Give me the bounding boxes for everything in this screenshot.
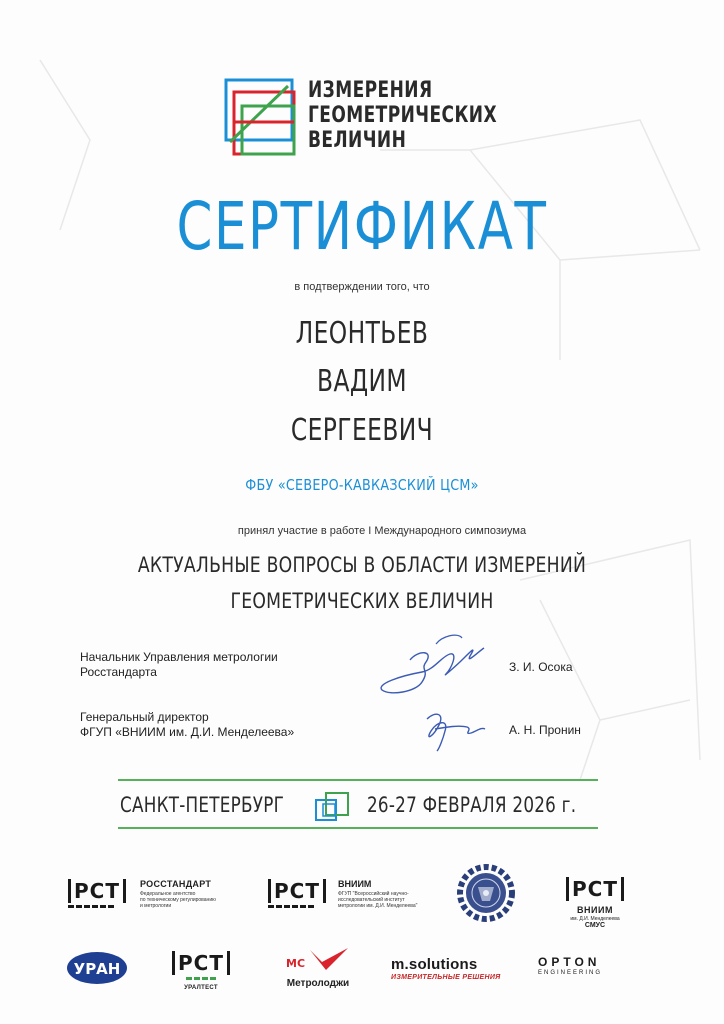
signature-1 xyxy=(372,626,492,706)
event-logo-line1: ИЗМЕРЕНИЯ xyxy=(308,78,433,103)
smus-subtitle: им. Д.И. Менделеева xyxy=(570,916,620,922)
confirm-text: в подтверждении того, что xyxy=(294,281,430,293)
rst-stripes xyxy=(170,977,232,980)
rst-mark: РСТ xyxy=(172,951,230,975)
event-logo-text xyxy=(308,78,497,153)
recipient-first-name: ВАДИМ xyxy=(317,364,407,399)
rst-mark: РСТ xyxy=(268,879,326,903)
rosstandart-title: РОССТАНДАРТ xyxy=(140,879,212,889)
svg-text:МС: МС xyxy=(286,957,306,970)
event-logo-line3: ВЕЛИЧИН xyxy=(308,128,407,153)
smus-title: ВНИИМ xyxy=(577,905,613,915)
partner-msolutions-logo xyxy=(391,956,501,981)
metrology-name: Метролоджи xyxy=(286,978,350,989)
signatory-2-role-line1: Генеральный директор xyxy=(80,710,209,724)
metrology-mark-icon xyxy=(282,946,354,972)
rst-stripes xyxy=(268,905,326,908)
recipient-last-name: ЛЕОНТЬЕВ xyxy=(295,316,429,351)
partner-vniim-smus-logo xyxy=(564,877,626,929)
smus-unit: СМУС xyxy=(584,922,606,929)
symposium-topic-line1: АКТУАЛЬНЫЕ ВОПРОСЫ В ОБЛАСТИ ИЗМЕРЕНИЙ xyxy=(137,553,587,577)
recipient-organization: ФБУ «СЕВЕРО-КАВКАЗСКИЙ ЦСМ» xyxy=(245,476,479,494)
partner-rosstandart-logo xyxy=(68,879,216,909)
signature-2 xyxy=(415,705,495,755)
venue-dates: 26-27 ФЕВРАЛЯ 2026 г. xyxy=(367,793,577,817)
uraltest-title: УРАЛТЕСТ xyxy=(184,985,218,991)
signatory-2-role xyxy=(80,710,294,740)
signatory-2-role-line2: ФГУП «ВНИИМ им. Д.И. Менделеева» xyxy=(80,725,295,739)
signatory-1-role xyxy=(80,650,278,680)
signatory-1-role-line1: Начальник Управления метрологии xyxy=(80,650,278,664)
rst-stripes xyxy=(68,905,126,908)
partner-gear-emblem-icon xyxy=(456,863,516,923)
venue-city: САНКТ-ПЕТЕРБУРГ xyxy=(120,793,285,817)
event-logo xyxy=(222,76,498,162)
msolutions-name: m.solutions xyxy=(391,956,478,973)
vniim-subtitle: ФГУП "Всероссийский научно- исследовательский институт метрологии им. Д.И. Менделеева" xyxy=(338,891,418,909)
rosstandart-subtitle: Федеральное агентство по техническому регулированию и метрологии xyxy=(140,891,216,909)
opton-name: OPTON xyxy=(538,955,601,969)
certificate-title: СЕРТИФИКАТ xyxy=(176,188,548,265)
partner-vniim-logo xyxy=(268,879,418,909)
svg-text:УРАН: УРАН xyxy=(73,960,121,978)
signatory-1-name: З. И. Осока xyxy=(509,660,573,674)
partner-opton-logo xyxy=(538,955,602,976)
participation-text: принял участие в работе I Международного симпозиума xyxy=(237,525,527,537)
signatory-1-role-line2: Росстандарта xyxy=(80,665,157,679)
venue-rule-top xyxy=(118,779,598,781)
msolutions-tagline: ИЗМЕРИТЕЛЬНЫЕ РЕШЕНИЯ xyxy=(391,974,501,981)
opton-sub: ENGINEERING xyxy=(538,970,603,976)
rst-mark: РСТ xyxy=(68,879,126,903)
symposium-topic-line2: ГЕОМЕТРИЧЕСКИХ ВЕЛИЧИН xyxy=(230,589,494,613)
event-logo-mark xyxy=(222,76,302,160)
partner-uraltest-logo xyxy=(170,951,232,991)
partner-metrology-logo xyxy=(282,946,354,989)
rst-mark: РСТ xyxy=(566,877,624,901)
signatory-2-name: А. Н. Пронин xyxy=(509,723,581,737)
venue-rule-bottom xyxy=(118,827,598,829)
event-logo-line2: ГЕОМЕТРИЧЕСКИХ xyxy=(308,103,498,128)
partner-uran-logo xyxy=(66,950,128,986)
recipient-patronymic: СЕРГЕЕВИЧ xyxy=(290,413,434,448)
vniim-title: ВНИИМ xyxy=(338,879,372,889)
venue-squares-icon xyxy=(314,790,356,824)
